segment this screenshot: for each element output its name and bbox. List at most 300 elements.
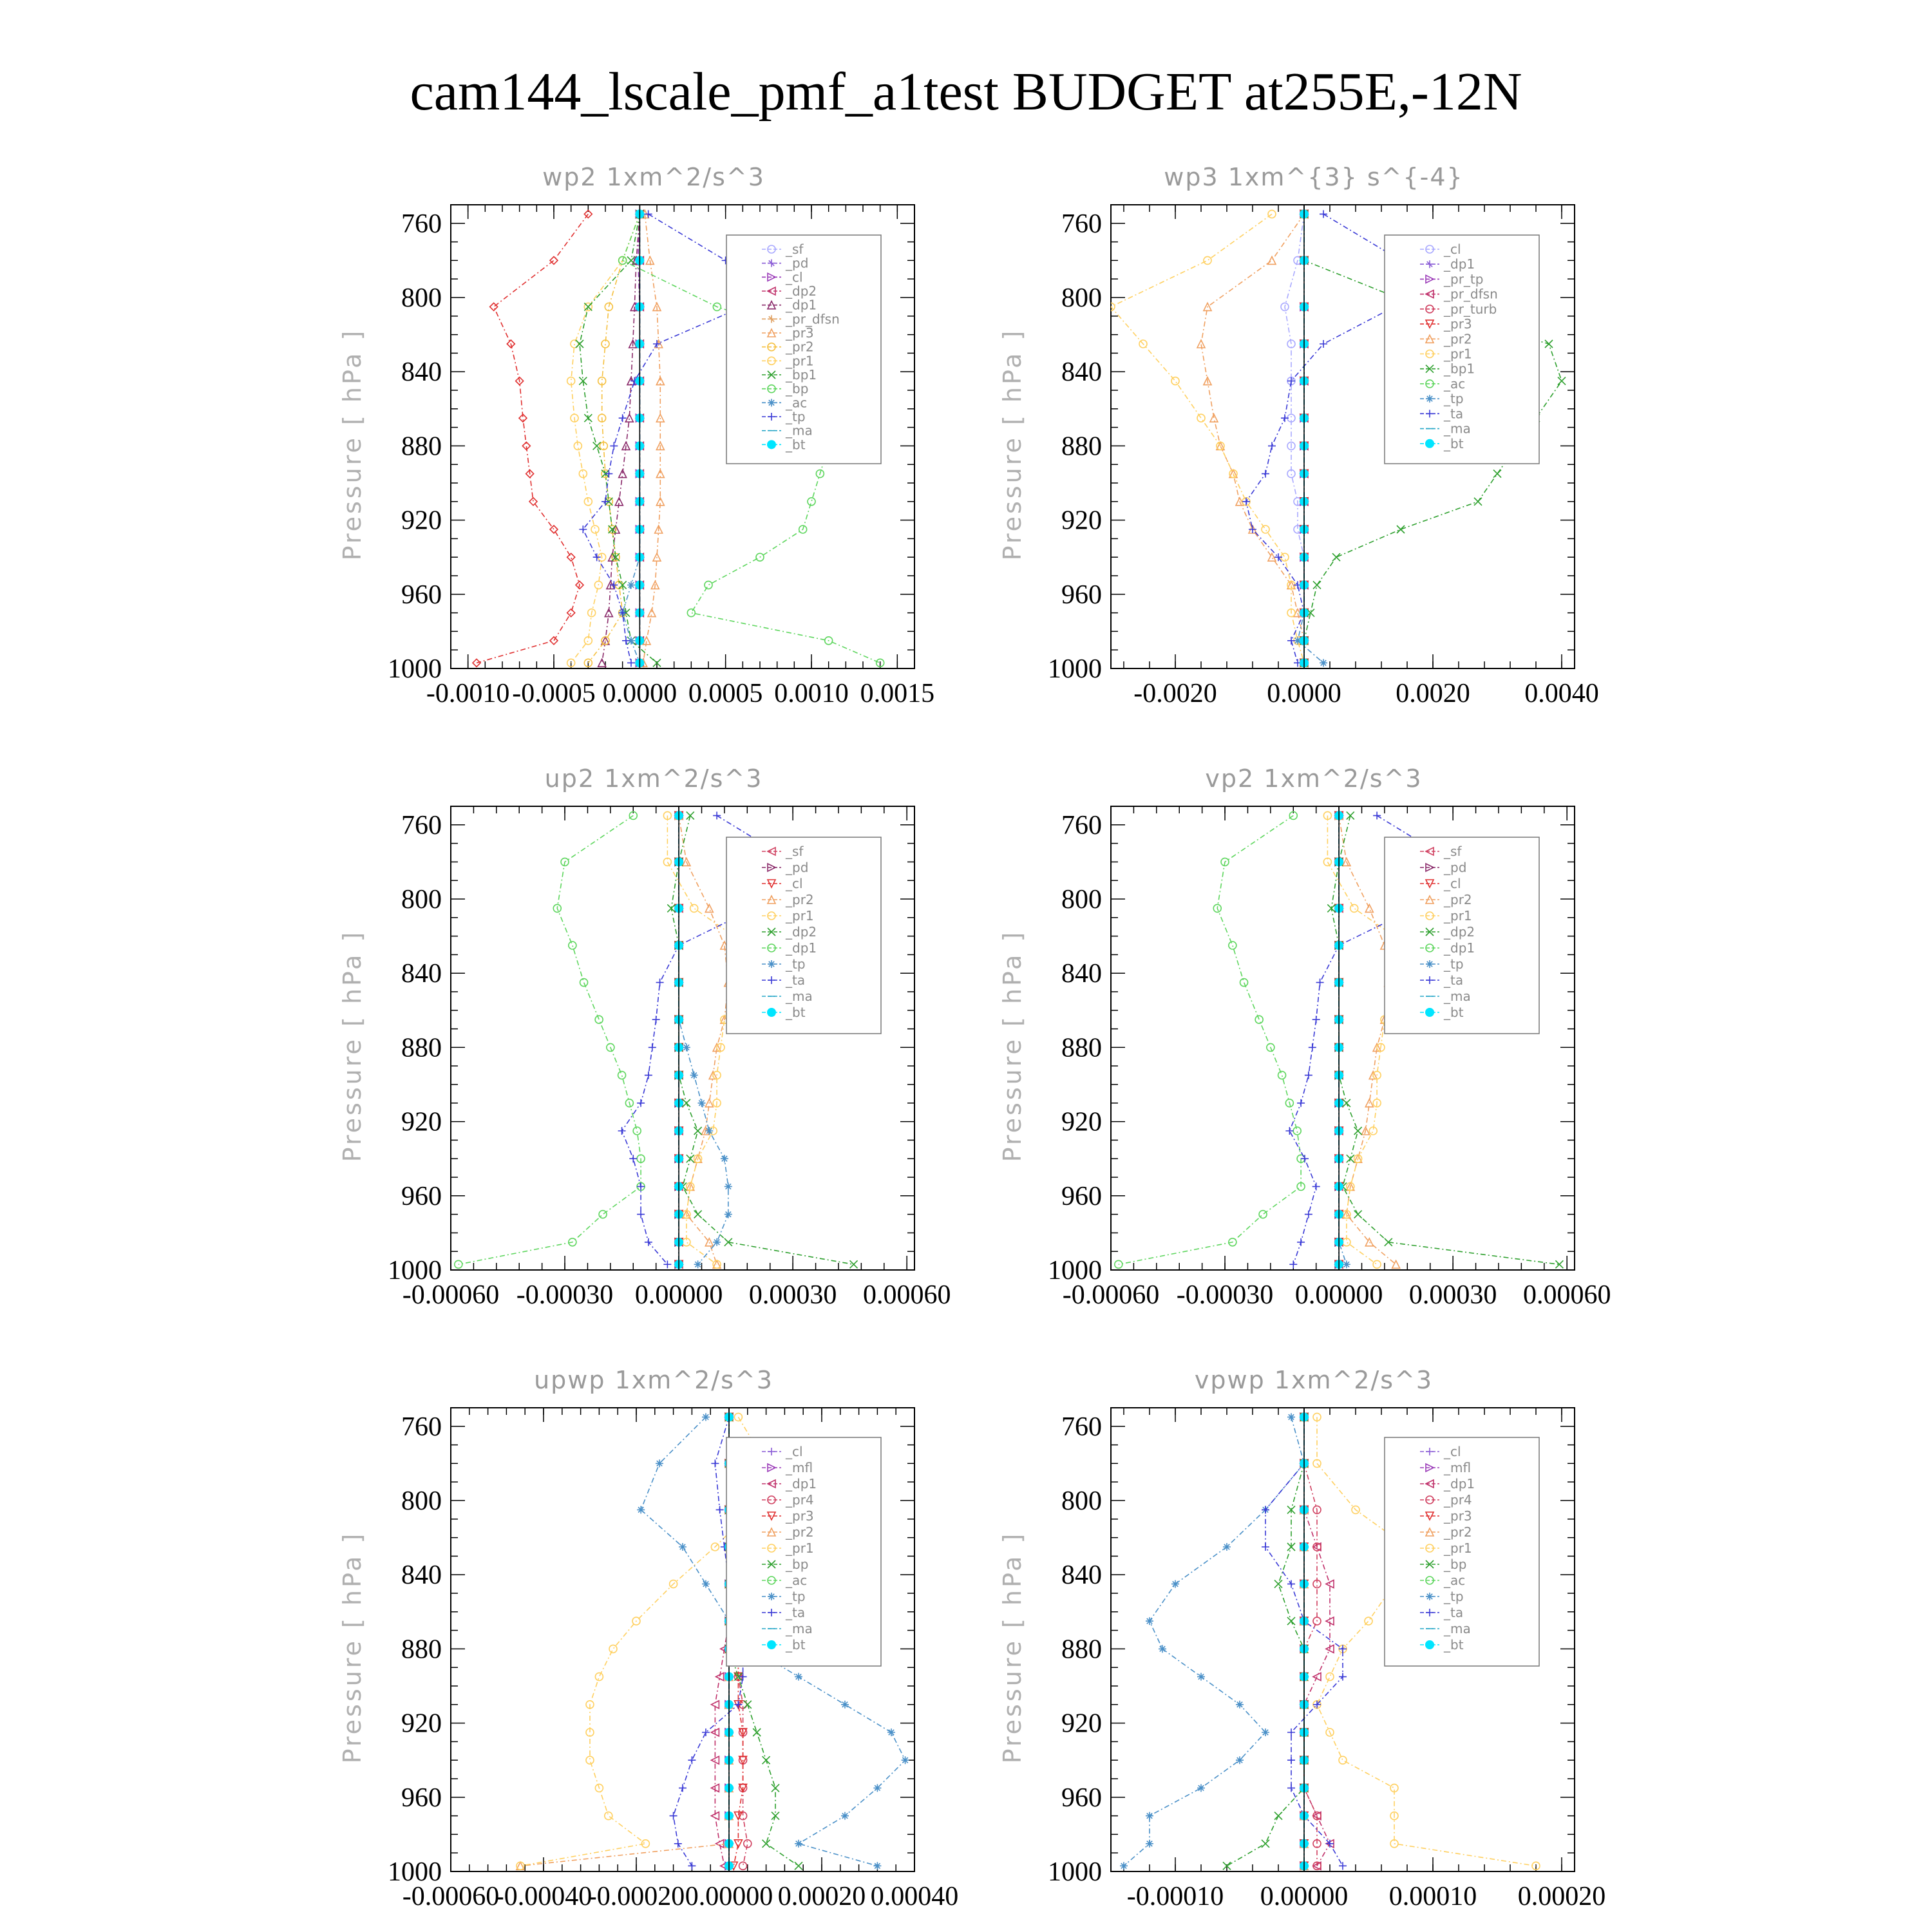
data-point_ta	[1268, 442, 1276, 450]
panel-title-wp2: wp2 1xm^2/s^3	[542, 163, 765, 191]
data-point_dp1	[1255, 1016, 1263, 1023]
x-tick-label: 0.00020	[777, 1882, 866, 1911]
y-tick-label: 880	[1061, 1634, 1102, 1665]
ylabel-upwp: Pressure [ hPa ]	[338, 1531, 366, 1764]
y-tick-label: 920	[1061, 1107, 1102, 1137]
data-point_dp1	[1259, 1211, 1267, 1218]
series-line_pr2	[520, 1417, 729, 1866]
y-tick-label: 800	[401, 283, 442, 313]
y-tick-label: 840	[401, 357, 442, 388]
x-tick-label: -0.0010	[426, 679, 510, 708]
legend-label_ta: _ta	[1444, 972, 1464, 988]
data-point_tp	[795, 1673, 802, 1681]
data-point_tp	[656, 1459, 663, 1467]
data-point_pr1	[609, 1645, 617, 1653]
x-tick-label: 0.0015	[860, 679, 935, 708]
legend-label_pd: _pd	[786, 860, 809, 875]
data-point_tp	[1287, 1413, 1295, 1421]
legend-label_bt: _bt	[1444, 1005, 1464, 1020]
y-tick-label: 840	[1061, 1560, 1102, 1591]
x-tick-label: -0.00040	[495, 1882, 592, 1911]
y-tick-label: 800	[1061, 885, 1102, 914]
data-point_bp	[753, 1728, 761, 1736]
plot-vpwp	[1048, 1408, 1605, 1911]
legend-label_pr_tp: _pr_tp	[1444, 271, 1484, 287]
x-tick-label: 0.0040	[1524, 679, 1599, 708]
y-tick-label: 960	[401, 580, 442, 610]
y-tick-label: 800	[1061, 283, 1102, 313]
data-point_tp	[1197, 1784, 1205, 1792]
legend-label_pr3: _pr3	[1444, 1508, 1472, 1524]
data-point_pr1	[1197, 414, 1205, 422]
legend-label_ta: _ta	[786, 972, 806, 988]
y-tick-label: 760	[401, 209, 442, 239]
y-tick-label: 920	[401, 506, 442, 536]
x-tick-label: 0.00030	[748, 1280, 837, 1310]
legend-label_pr_dfsn: _pr_dfsn	[1444, 286, 1498, 302]
data-point_pr1	[1339, 1756, 1347, 1764]
series-line_ac	[623, 214, 640, 663]
y-tick-label: 840	[401, 1560, 442, 1591]
y-tick-label: 760	[401, 810, 442, 840]
legend-label_bp1: _bp1	[786, 367, 817, 383]
x-tick-label: 0.0010	[774, 679, 849, 708]
panel-title-vpwp: vpwp 1xm^2/s^3	[1194, 1366, 1434, 1394]
ylabel-wp2: Pressure [ hPa ]	[338, 328, 366, 561]
data-point_dp2	[1347, 1155, 1354, 1162]
legend-marker_tp	[1426, 1593, 1434, 1600]
data-point_bp	[705, 581, 712, 589]
legend-label_sf: _sf	[786, 844, 804, 859]
data-point_tp	[1236, 1756, 1244, 1764]
data-point_ta	[1285, 1127, 1293, 1135]
data-point_ta	[1373, 811, 1381, 819]
x-tick-label: -0.0020	[1133, 679, 1217, 708]
x-tick-label: 0.00010	[1388, 1882, 1477, 1911]
legend-label_cl: _cl	[1444, 242, 1461, 257]
data-point_ta	[1316, 979, 1324, 987]
data-point_dp1	[569, 942, 576, 949]
data-point_tp	[702, 1413, 710, 1421]
x-tick-label: -0.00020	[587, 1882, 685, 1911]
data-point_pr1	[1171, 377, 1179, 385]
ylabel-vp2: Pressure [ hPa ]	[998, 929, 1027, 1162]
y-tick-label: 1000	[1048, 654, 1102, 684]
data-point_dp2	[1347, 811, 1354, 819]
data-point_dp1	[633, 1127, 641, 1135]
series-line_dp2_red	[477, 214, 588, 663]
legend-label_tp: _tp	[1444, 1589, 1464, 1604]
y-tick-label: 920	[401, 1107, 442, 1137]
data-point_tp	[724, 1211, 732, 1218]
data-point_ta	[637, 1211, 645, 1218]
data-point_bp	[744, 1701, 752, 1709]
data-point_dp1	[1293, 1127, 1301, 1135]
legend-marker_bt	[1425, 1640, 1434, 1649]
data-point_ta	[1339, 1862, 1347, 1870]
legend-label_mfl: _mfl	[786, 1460, 813, 1475]
data-point_tp	[610, 442, 618, 450]
data-point_tp	[690, 1072, 698, 1079]
legend-label_ta: _ta	[1444, 1605, 1464, 1620]
data-point_ta	[713, 811, 721, 819]
y-tick-label: 920	[1061, 506, 1102, 536]
x-tick-label: 0.00060	[862, 1280, 951, 1310]
data-point_pr1	[1350, 904, 1358, 912]
data-point_bp1	[1332, 553, 1340, 561]
data-point_dp1	[598, 659, 606, 667]
series-line_dp1	[602, 214, 640, 663]
legend-marker_bt	[767, 1008, 776, 1017]
legend-label_sf: _sf	[786, 242, 804, 257]
data-point_bp	[1274, 1812, 1282, 1820]
y-tick-label: 960	[1061, 580, 1102, 610]
y-tick-label: 760	[1061, 1412, 1102, 1442]
data-point_bp1	[1313, 581, 1321, 589]
data-point_pr1	[1373, 1260, 1381, 1268]
data-point_bp1	[1397, 526, 1405, 533]
data-point_ta	[674, 1840, 682, 1848]
legend-label_ac: _ac	[1444, 1573, 1466, 1588]
y-tick-label: 880	[1061, 1033, 1102, 1063]
legend-label_pr3: _pr3	[786, 1508, 814, 1524]
data-point_ta	[1297, 1238, 1305, 1246]
data-point_ta	[1312, 1016, 1320, 1023]
data-point_ta	[1287, 1756, 1295, 1764]
data-point_tp	[637, 1506, 645, 1513]
y-tick-label: 1000	[388, 654, 442, 684]
data-point_tp	[1320, 659, 1327, 667]
legend-label_bt: _bt	[1444, 1637, 1464, 1653]
data-point_ta	[1309, 1043, 1316, 1051]
plot-vp2	[1048, 806, 1611, 1310]
data-point_ta	[711, 1459, 719, 1467]
legend-label_pr2: _pr2	[786, 339, 814, 355]
y-tick-label: 960	[1061, 1181, 1102, 1211]
legend-marker_bt	[767, 1640, 776, 1649]
data-point_ta	[1305, 1211, 1312, 1218]
data-point_ta	[1305, 1072, 1312, 1079]
legend	[1385, 235, 1539, 464]
x-tick-label: 0.0000	[602, 679, 677, 708]
legend-label_tp: _tp	[1444, 956, 1464, 972]
x-tick-label: 0.00000	[685, 1882, 773, 1911]
data-point_pr1	[605, 1812, 612, 1820]
data-point_tp	[873, 1784, 881, 1792]
legend-label_bp: _bp	[786, 1557, 809, 1572]
x-tick-label: 0.00000	[1260, 1882, 1349, 1911]
data-point_ta	[1312, 1182, 1320, 1190]
legend-label_pr_dfsn: _pr_dfsn	[786, 311, 840, 327]
y-tick-label: 1000	[388, 1857, 442, 1887]
legend	[726, 235, 881, 464]
data-point_tp	[841, 1701, 849, 1709]
y-tick-label: 800	[401, 885, 442, 914]
series-line_bp1	[580, 214, 657, 663]
data-point_bp	[1274, 1580, 1282, 1588]
legend-label_cl: _cl	[1444, 1444, 1461, 1459]
data-point_tp	[1236, 1701, 1244, 1709]
data-point_dp1	[595, 1016, 603, 1023]
series-line_pr2	[679, 815, 728, 1264]
data-point_dp1	[618, 1072, 626, 1079]
ylabel-wp3: Pressure [ hPa ]	[998, 328, 1027, 561]
data-point_pr1	[595, 1673, 603, 1681]
legend-label_dp1: _dp1	[786, 297, 817, 313]
legend-label_ma: _ma	[786, 1621, 813, 1636]
data-point_tp	[705, 1127, 713, 1135]
legend	[1385, 1437, 1539, 1666]
data-point_dp2_red	[529, 498, 537, 506]
legend-label_bt: _bt	[786, 1005, 806, 1020]
legend-label_dp2: _dp2	[786, 283, 817, 299]
y-tick-label: 1000	[1048, 1256, 1102, 1285]
series-line_dp1	[459, 815, 641, 1264]
panel-title-up2: up2 1xm^2/s^3	[544, 764, 763, 793]
series-line_bp	[1227, 1417, 1304, 1866]
data-point_ta	[618, 1127, 626, 1135]
plot-wp3	[1048, 205, 1599, 708]
x-tick-label: 0.00040	[870, 1882, 959, 1911]
data-point_tp	[683, 1043, 690, 1051]
data-point_ta	[656, 979, 664, 987]
data-point_dp2	[1354, 1211, 1362, 1218]
legend-label_ma: _ma	[1444, 1621, 1471, 1636]
data-point_tp	[1223, 1543, 1231, 1551]
legend-label_ma: _ma	[786, 422, 813, 439]
data-point_dp2	[687, 1155, 694, 1162]
series-line_pr1	[571, 214, 640, 663]
data-point_ta	[739, 1673, 747, 1681]
legend-label_pr4: _pr4	[1444, 1492, 1472, 1508]
data-point_dp1	[599, 1211, 607, 1218]
y-tick-label: 880	[401, 1033, 442, 1063]
data-point_dp2_red	[567, 553, 575, 561]
legend-label_pr2: _pr2	[1444, 331, 1472, 347]
legend-marker_bt	[1425, 439, 1434, 448]
x-tick-label: -0.0005	[512, 679, 596, 708]
plot-up2	[388, 806, 951, 1310]
data-point_ta	[1262, 1543, 1269, 1551]
data-point_dp2_red	[550, 637, 558, 645]
data-point_pr1	[1204, 256, 1211, 264]
x-tick-label: 0.00000	[1294, 1280, 1383, 1310]
panel-title-upwp: upwp 1xm^2/s^3	[534, 1366, 773, 1394]
y-tick-label: 800	[1061, 1486, 1102, 1516]
legend-label_ta: _ta	[786, 1605, 806, 1620]
data-point_ta	[1287, 637, 1295, 645]
data-point_tp	[1146, 1812, 1153, 1820]
data-point_bp1	[1558, 377, 1566, 385]
y-tick-label: 840	[1061, 357, 1102, 388]
legend-label_bp: _bp	[1444, 1557, 1467, 1572]
data-point_ta	[1339, 1673, 1347, 1681]
panel-title-wp3: wp3 1xm^{3} s^{-4}	[1164, 163, 1464, 191]
legend-label_pr1: _pr1	[1444, 346, 1472, 362]
data-point_tp	[841, 1812, 849, 1820]
legend-label_cl: _cl	[1444, 876, 1461, 891]
data-point_bp1	[1474, 498, 1482, 506]
legend-label_ta: _ta	[1444, 406, 1464, 422]
y-tick-label: 800	[401, 1486, 442, 1516]
legend-label_pr_turb: _pr_turb	[1444, 301, 1497, 317]
data-point_dp2	[1555, 1260, 1563, 1268]
legend-label_pd: _pd	[786, 255, 809, 271]
data-point_ta	[629, 1155, 637, 1162]
series-line_pr3	[643, 214, 661, 663]
legend-label_ac: _ac	[1444, 375, 1466, 392]
y-tick-label: 880	[401, 1634, 442, 1665]
y-tick-label: 1000	[388, 1256, 442, 1285]
series-line_pr4	[1304, 1417, 1317, 1866]
y-tick-label: 840	[1061, 959, 1102, 989]
data-point_ta	[652, 1016, 660, 1023]
data-point_dp2_red	[567, 609, 575, 617]
y-tick-label: 960	[1061, 1783, 1102, 1813]
legend-label_pr3: _pr3	[786, 325, 814, 341]
legend-label_pr1: _pr1	[786, 908, 814, 923]
y-tick-label: 760	[401, 1412, 442, 1442]
data-point_bp	[687, 609, 695, 617]
legend-label_dp1: _dp1	[786, 1476, 817, 1492]
legend-marker_tp	[768, 960, 775, 968]
data-point_tp	[721, 1155, 728, 1162]
legend-marker_bt	[767, 440, 776, 449]
legend	[726, 837, 881, 1034]
legend-label_cl: _cl	[786, 269, 803, 285]
x-tick-label: 0.00020	[1517, 1882, 1606, 1911]
data-point_ta	[1297, 1099, 1305, 1107]
plot-wp2	[388, 205, 934, 708]
data-point_tp	[679, 1543, 687, 1551]
legend-label_ma: _ma	[1444, 989, 1471, 1004]
series-line_dp1	[1119, 815, 1301, 1264]
data-point_tp	[1146, 1617, 1153, 1625]
legend-label_dp1: _dp1	[1444, 256, 1475, 272]
legend-label_cl: _cl	[786, 876, 803, 891]
data-point_ta	[702, 1728, 710, 1736]
legend-label_dp2: _dp2	[786, 924, 817, 940]
legend-label_ma: _ma	[1444, 421, 1471, 437]
legend-label_dp1: _dp1	[786, 940, 817, 956]
x-tick-label: 0.00060	[1522, 1280, 1611, 1310]
data-point_ta	[670, 1812, 677, 1820]
series-line_cl	[1285, 214, 1304, 663]
legend-label_tp: _tp	[786, 956, 806, 972]
data-point_bp	[762, 1756, 770, 1764]
data-point_tp	[1262, 1728, 1269, 1736]
legend-label_pr3: _pr3	[1444, 316, 1472, 332]
data-point_bp1	[1493, 470, 1501, 478]
legend-label_tp: _tp	[786, 409, 806, 424]
x-tick-label: 0.00030	[1408, 1280, 1497, 1310]
data-point_ta	[1289, 1260, 1297, 1268]
data-point_tp	[1146, 1840, 1153, 1848]
legend-label_ac: _ac	[786, 1573, 808, 1588]
legend-label_ac: _ac	[786, 395, 808, 411]
data-point_tp	[887, 1728, 895, 1736]
data-point_ta	[1287, 1580, 1295, 1588]
data-point_bp	[772, 1812, 779, 1820]
data-point_tp	[1197, 1673, 1205, 1681]
data-point_bp	[1262, 1840, 1269, 1848]
data-point_ta	[716, 1506, 724, 1513]
data-point_tp	[724, 1182, 732, 1190]
x-tick-label: -0.00060	[402, 1882, 500, 1911]
legend-label_dp1: _dp1	[1444, 1476, 1475, 1492]
data-point_bp	[1287, 1617, 1295, 1625]
data-point_dp1	[580, 979, 588, 987]
data-point_ta	[1262, 470, 1269, 478]
data-point_tp	[1120, 1862, 1128, 1870]
y-tick-label: 880	[1061, 431, 1102, 462]
legend	[1385, 837, 1539, 1034]
data-point_pr2	[705, 904, 713, 912]
x-tick-label: -0.00060	[1062, 1280, 1160, 1310]
x-tick-label: 0.0020	[1396, 679, 1470, 708]
legend-label_pr2: _pr2	[1444, 892, 1472, 907]
data-point_ta	[1320, 210, 1327, 218]
data-point_pr2	[1365, 904, 1373, 912]
data-point_ac	[627, 581, 635, 589]
ylabel-vpwp: Pressure [ hPa ]	[998, 1531, 1027, 1764]
data-point_ta	[1287, 1784, 1295, 1792]
legend-label_sf: _sf	[1444, 844, 1462, 859]
data-point_tp	[627, 659, 635, 667]
legend-label_mfl: _mfl	[1444, 1460, 1472, 1475]
data-point_bp	[795, 1862, 802, 1870]
legend-label_cl: _cl	[786, 1444, 803, 1459]
series-line_pr2	[1201, 214, 1304, 663]
data-point_ta	[645, 1238, 652, 1246]
data-point_tp	[1159, 1645, 1166, 1653]
legend-label_tp: _tp	[786, 1589, 806, 1604]
legend-marker_tp	[1426, 960, 1434, 968]
data-point_pr1	[1262, 526, 1269, 533]
x-tick-label: 0.0005	[688, 679, 763, 708]
legend-label_tp: _tp	[1444, 391, 1464, 407]
data-point_pr1	[1365, 1617, 1372, 1625]
data-point_pr2	[1268, 256, 1276, 264]
data-point_ta	[734, 1701, 742, 1709]
data-point_bp1	[584, 303, 592, 310]
data-point_dp1	[1278, 1072, 1286, 1079]
data-point_ta	[649, 1043, 656, 1051]
legend-marker_bt	[1425, 1008, 1434, 1017]
legend-label_bp1: _bp1	[1444, 361, 1475, 377]
data-point_dp2_red	[550, 526, 558, 533]
legend-label_pr1: _pr1	[1444, 908, 1472, 923]
y-tick-label: 960	[401, 1783, 442, 1813]
legend	[726, 1437, 881, 1666]
series-line_ta	[1246, 214, 1401, 663]
series-line_tp	[583, 214, 743, 663]
y-tick-label: 760	[1061, 810, 1102, 840]
data-point_dp1	[1240, 979, 1248, 987]
legend-label_bt: _bt	[1444, 435, 1464, 451]
data-point_tp	[694, 1260, 702, 1268]
legend-label_pr1: _pr1	[786, 1540, 814, 1556]
data-point_ta	[688, 1862, 696, 1870]
data-point_tp	[902, 1756, 909, 1764]
data-point_dp2	[694, 1127, 702, 1135]
data-point_bp	[808, 498, 815, 506]
panel-title-vp2: vp2 1xm^2/s^3	[1205, 764, 1423, 793]
x-tick-label: -0.00030	[1176, 1280, 1274, 1310]
data-point_dp2	[694, 1211, 702, 1218]
data-point_tp	[1343, 1260, 1350, 1268]
y-tick-label: 960	[401, 1181, 442, 1211]
